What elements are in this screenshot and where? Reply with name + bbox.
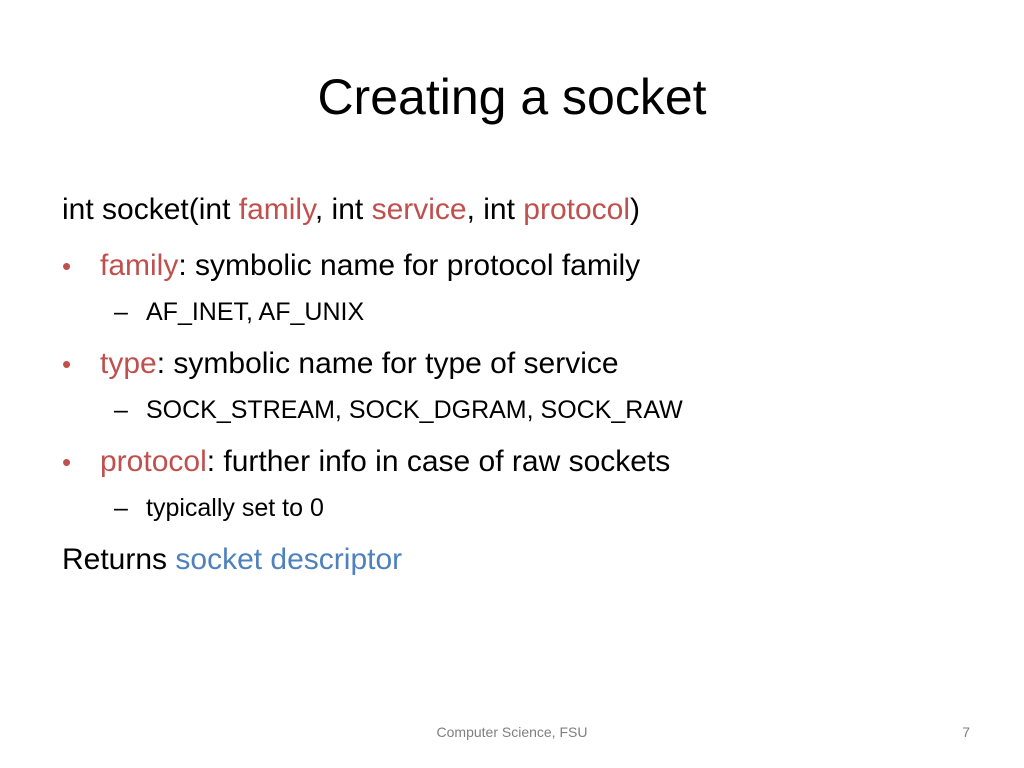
- returns-prefix: Returns: [62, 543, 176, 576]
- signature-separator-2: , int: [466, 193, 524, 226]
- bullet-icon: •: [62, 447, 72, 477]
- dash-icon: –: [114, 396, 128, 424]
- returns-highlight: socket descriptor: [175, 543, 403, 576]
- sub-bullet-text: AF_INET, AF_UNIX: [146, 298, 365, 326]
- bullet-item-type: [62, 342, 982, 386]
- dash-icon: –: [114, 494, 128, 522]
- bullet-text: : further info in case of raw sockets: [206, 445, 671, 478]
- bullet-text: : symbolic name for type of service: [156, 347, 619, 380]
- footer-text: Computer Science, FSU: [436, 724, 588, 740]
- function-signature: [62, 188, 982, 232]
- sub-bullet-item-protocol: [62, 490, 982, 526]
- returns-line: [62, 538, 982, 582]
- bullet-term: type: [100, 347, 157, 380]
- signature-param-protocol: protocol: [523, 193, 631, 226]
- bullet-icon: •: [62, 251, 72, 281]
- bullet-item-family: [62, 244, 982, 288]
- slide-body: [62, 188, 982, 582]
- signature-suffix: ): [630, 193, 641, 226]
- sub-bullet-item-type: [62, 392, 982, 428]
- page-number: 7: [962, 724, 970, 740]
- sub-bullet-text: typically set to 0: [146, 494, 324, 522]
- sub-bullet-item-family: [62, 294, 982, 330]
- bullet-item-protocol: [62, 440, 982, 484]
- signature-separator-1: , int: [314, 193, 372, 226]
- bullet-term: protocol: [100, 445, 207, 478]
- slide-title: Creating a socket: [317, 69, 707, 125]
- sub-bullet-text: SOCK_STREAM, SOCK_DGRAM, SOCK_RAW: [146, 396, 683, 424]
- signature-param-family: family: [238, 193, 315, 226]
- bullet-term: family: [100, 249, 179, 282]
- signature-param-service: service: [371, 193, 467, 226]
- bullet-text: : symbolic name for protocol family: [178, 249, 641, 282]
- bullet-icon: •: [62, 349, 72, 379]
- signature-prefix: int socket(int: [62, 193, 239, 226]
- dash-icon: –: [114, 298, 128, 326]
